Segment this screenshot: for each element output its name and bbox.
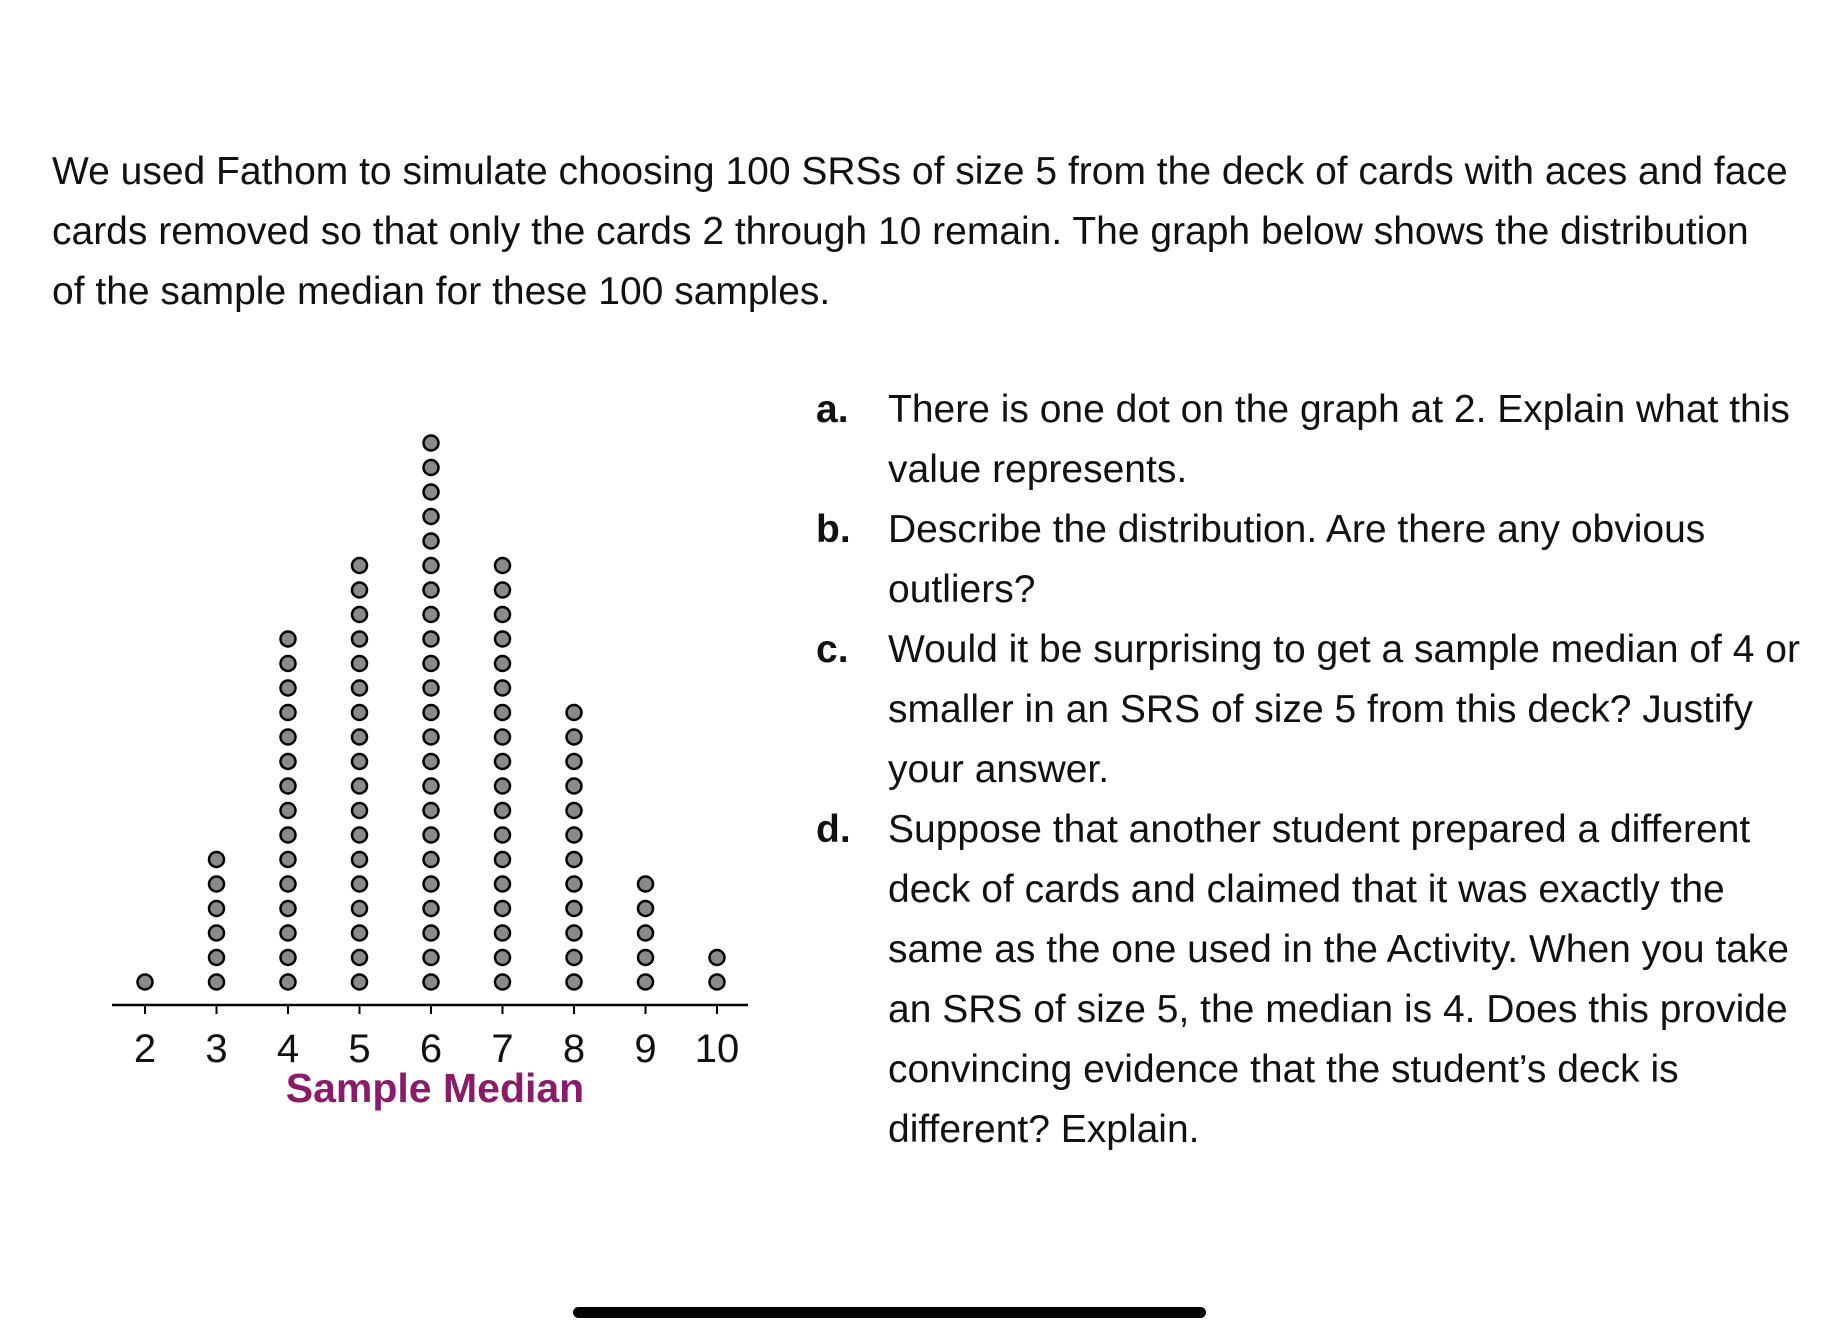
data-dot [352, 583, 367, 598]
question-text: Describe the distribution. Are there any obvious outliers? [888, 508, 1706, 611]
data-dot [424, 803, 439, 818]
data-dot [352, 558, 367, 573]
data-dot [495, 975, 510, 990]
data-dot [424, 558, 439, 573]
data-dot [352, 754, 367, 769]
data-dot [424, 901, 439, 916]
data-dot [495, 926, 510, 941]
data-dot [495, 656, 510, 671]
data-dot [209, 877, 224, 892]
data-dot [424, 460, 439, 475]
data-dot [424, 754, 439, 769]
data-dot [495, 681, 510, 696]
intro-paragraph: We used Fathom to simulate choosing 100 SRSs of size 5 from the deck of cards with aces and face cards removed so that only the cards 2 through 10 remain. The graph below shows the distribution of the sample median for these 100 samples. [52, 150, 1788, 313]
data-dot [281, 803, 296, 818]
data-dot [424, 926, 439, 941]
data-dot [495, 828, 510, 843]
data-dot [424, 730, 439, 745]
data-dot [495, 779, 510, 794]
data-dot [352, 730, 367, 745]
data-dot [209, 901, 224, 916]
data-dot [567, 852, 582, 867]
x-tick-label: 2 [133, 1027, 157, 1071]
data-dot [495, 558, 510, 573]
data-dot [281, 705, 296, 720]
data-dot [567, 754, 582, 769]
data-dot [352, 705, 367, 720]
data-dot [495, 754, 510, 769]
data-dot [710, 975, 725, 990]
data-dot [209, 950, 224, 965]
data-dot [638, 975, 653, 990]
data-dot [424, 509, 439, 524]
data-dot [424, 705, 439, 720]
data-dot [352, 950, 367, 965]
data-dot [281, 656, 296, 671]
data-dot [352, 852, 367, 867]
data-dot [495, 730, 510, 745]
question-d [816, 800, 1806, 1160]
question-text: Suppose that another student prepared a different deck of cards and claimed that it was exactly the same as the one used in the Activity. When you take an SRS of size 5, the median is 4. Does this provide convincing evidence that the student’s deck is different? Explain. [888, 808, 1790, 1151]
data-dot [710, 950, 725, 965]
data-dot [281, 828, 296, 843]
question-a [816, 380, 1806, 500]
data-dot [638, 926, 653, 941]
data-dot [567, 950, 582, 965]
data-dot [495, 852, 510, 867]
data-dot [424, 852, 439, 867]
data-dot [352, 803, 367, 818]
data-dot [424, 583, 439, 598]
question-letter: d. [816, 808, 851, 851]
data-dot [567, 828, 582, 843]
data-dot [567, 803, 582, 818]
data-dot [424, 877, 439, 892]
data-dot [281, 779, 296, 794]
data-dot [495, 632, 510, 647]
data-dot [352, 632, 367, 647]
data-dot [495, 901, 510, 916]
data-dot [352, 975, 367, 990]
data-dot [567, 901, 582, 916]
x-tick-label: 7 [491, 1027, 514, 1071]
data-dot [352, 656, 367, 671]
data-dot [281, 926, 296, 941]
data-dot [352, 901, 367, 916]
data-dot [281, 901, 296, 916]
data-dot [281, 632, 296, 647]
x-tick-label: 6 [419, 1027, 443, 1071]
data-dot [424, 950, 439, 965]
data-dot [495, 950, 510, 965]
data-dot [638, 901, 653, 916]
data-dot [352, 828, 367, 843]
data-dot [424, 485, 439, 500]
data-dot [281, 681, 296, 696]
x-tick-label: 4 [276, 1027, 300, 1071]
question-letter: b. [816, 508, 851, 551]
x-tick-label: 5 [348, 1027, 371, 1071]
data-dot [209, 926, 224, 941]
ticks-layer [134, 1005, 739, 1071]
x-tick-label: 3 [205, 1027, 228, 1071]
data-dot [424, 681, 439, 696]
data-dot [281, 754, 296, 769]
data-dot [209, 852, 224, 867]
data-dot [424, 656, 439, 671]
data-dot [638, 877, 653, 892]
question-letter: a. [816, 388, 849, 431]
data-dot [424, 779, 439, 794]
data-dot [352, 926, 367, 941]
question-b [816, 500, 1806, 620]
data-dot [281, 950, 296, 965]
data-dot [495, 583, 510, 598]
data-dot [281, 975, 296, 990]
data-dot [567, 975, 582, 990]
question-text: There is one dot on the graph at 2. Explain what this value represents. [888, 388, 1790, 491]
data-dot [424, 632, 439, 647]
home-indicator-bar[interactable] [573, 1307, 1206, 1318]
data-dot [424, 975, 439, 990]
data-dot [352, 681, 367, 696]
question-c [816, 620, 1806, 800]
data-dot [495, 705, 510, 720]
x-tick-label: 9 [634, 1027, 657, 1071]
x-axis-title: Sample Median [285, 1065, 585, 1111]
data-dot [495, 803, 510, 818]
data-dot [424, 828, 439, 843]
question-text: Would it be surprising to get a sample median of 4 or smaller in an SRS of size 5 from this deck? Justify your answer. [888, 628, 1800, 791]
data-dot [567, 877, 582, 892]
data-dot [352, 779, 367, 794]
data-dot [281, 730, 296, 745]
data-dot [495, 607, 510, 622]
data-dot [138, 975, 153, 990]
data-dot [281, 877, 296, 892]
data-dot [495, 877, 510, 892]
data-dot [567, 705, 582, 720]
sample-median-dotplot [0, 380, 790, 1140]
data-dot [424, 436, 439, 451]
x-tick-label: 10 [694, 1027, 740, 1071]
question-letter: c. [816, 628, 849, 671]
data-dot [567, 730, 582, 745]
data-dot [567, 779, 582, 794]
data-dot [424, 534, 439, 549]
data-dot [352, 607, 367, 622]
question-list [816, 380, 1806, 1160]
data-dot [638, 950, 653, 965]
data-dot [424, 607, 439, 622]
data-dot [281, 852, 296, 867]
data-dot [352, 877, 367, 892]
dots-layer [138, 436, 725, 990]
data-dot [567, 926, 582, 941]
x-tick-label: 8 [562, 1027, 586, 1071]
data-dot [209, 975, 224, 990]
